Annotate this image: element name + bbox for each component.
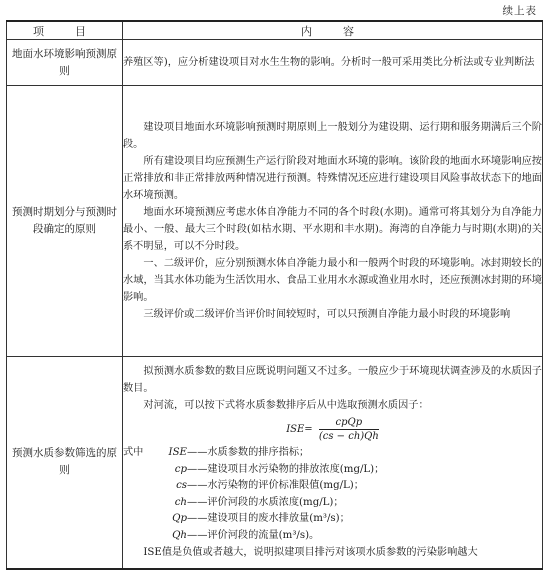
row-label: 预测时期划分与预测时段确定的原则	[7, 86, 123, 357]
definition-item	[123, 528, 542, 545]
table-row	[7, 86, 543, 357]
row-content	[123, 357, 543, 569]
definition-symbol: ISE	[168, 447, 187, 459]
definition-symbol: cp	[174, 463, 187, 475]
definition-item	[123, 495, 542, 512]
formula-numerator: cpQp	[319, 416, 379, 430]
paragraph: 地面水环境预测应考虑水体自净能力不同的各个时段(水期)。通常可将其划分为自净能力最小、一般、最大三个时段(如枯水期、平水期和丰水期)。海湾的自净能力与时期(水期)的关系不明显，可以不分时段。	[123, 207, 542, 252]
definition-symbol: ch	[174, 496, 187, 508]
paragraph: 一、二级评价，应分别预测水体自净能力最小和一般两个时段的环境影响。冰封期较长的水域，当其水体功能为生活饮用水、食品工业用水水源或渔业用水时，还应预测冰封期的环境影响。	[123, 258, 542, 303]
ise-formula	[123, 416, 542, 443]
table-header-row	[7, 21, 543, 40]
definition-item	[123, 445, 542, 462]
paragraph: 拟预测水质参数的数目应既说明问题又不过多。一般应少于环境现状调查涉及的水质因子数目。	[123, 366, 542, 395]
row-content	[123, 86, 543, 357]
definition-item	[123, 478, 542, 495]
header-content: 内 容	[123, 21, 543, 40]
definition-symbol: Qh	[172, 529, 187, 541]
definition-symbol: Qp	[172, 513, 187, 525]
continued-label: 续上表	[502, 5, 537, 17]
row-content	[123, 40, 543, 86]
definition-desc: ——水质参数的排序指标；	[187, 447, 310, 459]
definition-desc: ——水污染物的评价标准限值(mg/L)；	[187, 480, 364, 492]
defs-intro: 式中	[123, 447, 144, 459]
row-label: 地面水环境影响预测原则	[7, 40, 123, 86]
paragraph: 养殖区等)，应分析建设项目对水生生物的影响。分析时一般可采用类比分析法或专业判断法	[123, 57, 535, 68]
paragraph: 对河流，可以按下式将水质参数排序后从中选取预测水质因子：	[143, 400, 429, 412]
formula-lhs: ISE=	[286, 424, 313, 436]
definition-item	[123, 511, 542, 528]
formula-denominator: (cs − ch)Qh	[318, 431, 379, 443]
header-item: 项 目	[7, 21, 123, 40]
definition-desc: ——建设项目水污染物的排放浓度(mg/L)；	[187, 463, 385, 475]
row-label: 预测水质参数筛选的原则	[7, 357, 123, 569]
definition-desc: ——评价河段的水质浓度(mg/L)；	[187, 496, 344, 508]
definition-desc: ——建设项目的废水排放量(m³/s)；	[187, 513, 350, 525]
definition-symbol: cs	[176, 480, 187, 492]
content-table	[6, 20, 543, 570]
table-row	[7, 357, 543, 569]
definition-desc: ——评价河段的流量(m³/s)。	[187, 529, 320, 541]
table-row	[7, 40, 543, 86]
definition-item	[123, 462, 542, 479]
closing-paragraph: ISE值是负值或者越大，说明拟建项目排污对该项水质参数的污染影响越大	[143, 547, 478, 559]
formula-fraction	[319, 416, 379, 443]
paragraph: 建设项目地面水环境影响预测时期原则上一般划分为建设期、运行期和服务期满后三个阶段。	[123, 122, 542, 150]
paragraph: 三级评价或二级评价当评价时间较短时，可以只预测自净能力最小时段的环境影响	[143, 309, 511, 320]
paragraph: 所有建设项目均应预测生产运行阶段对地面水环境的影响。该阶段的地面水环境影响应按正常排放和非正常排放两种情况进行预测。特殊情况还应进行建设项目风险事故状态下的地面水环境预测。	[123, 156, 542, 201]
